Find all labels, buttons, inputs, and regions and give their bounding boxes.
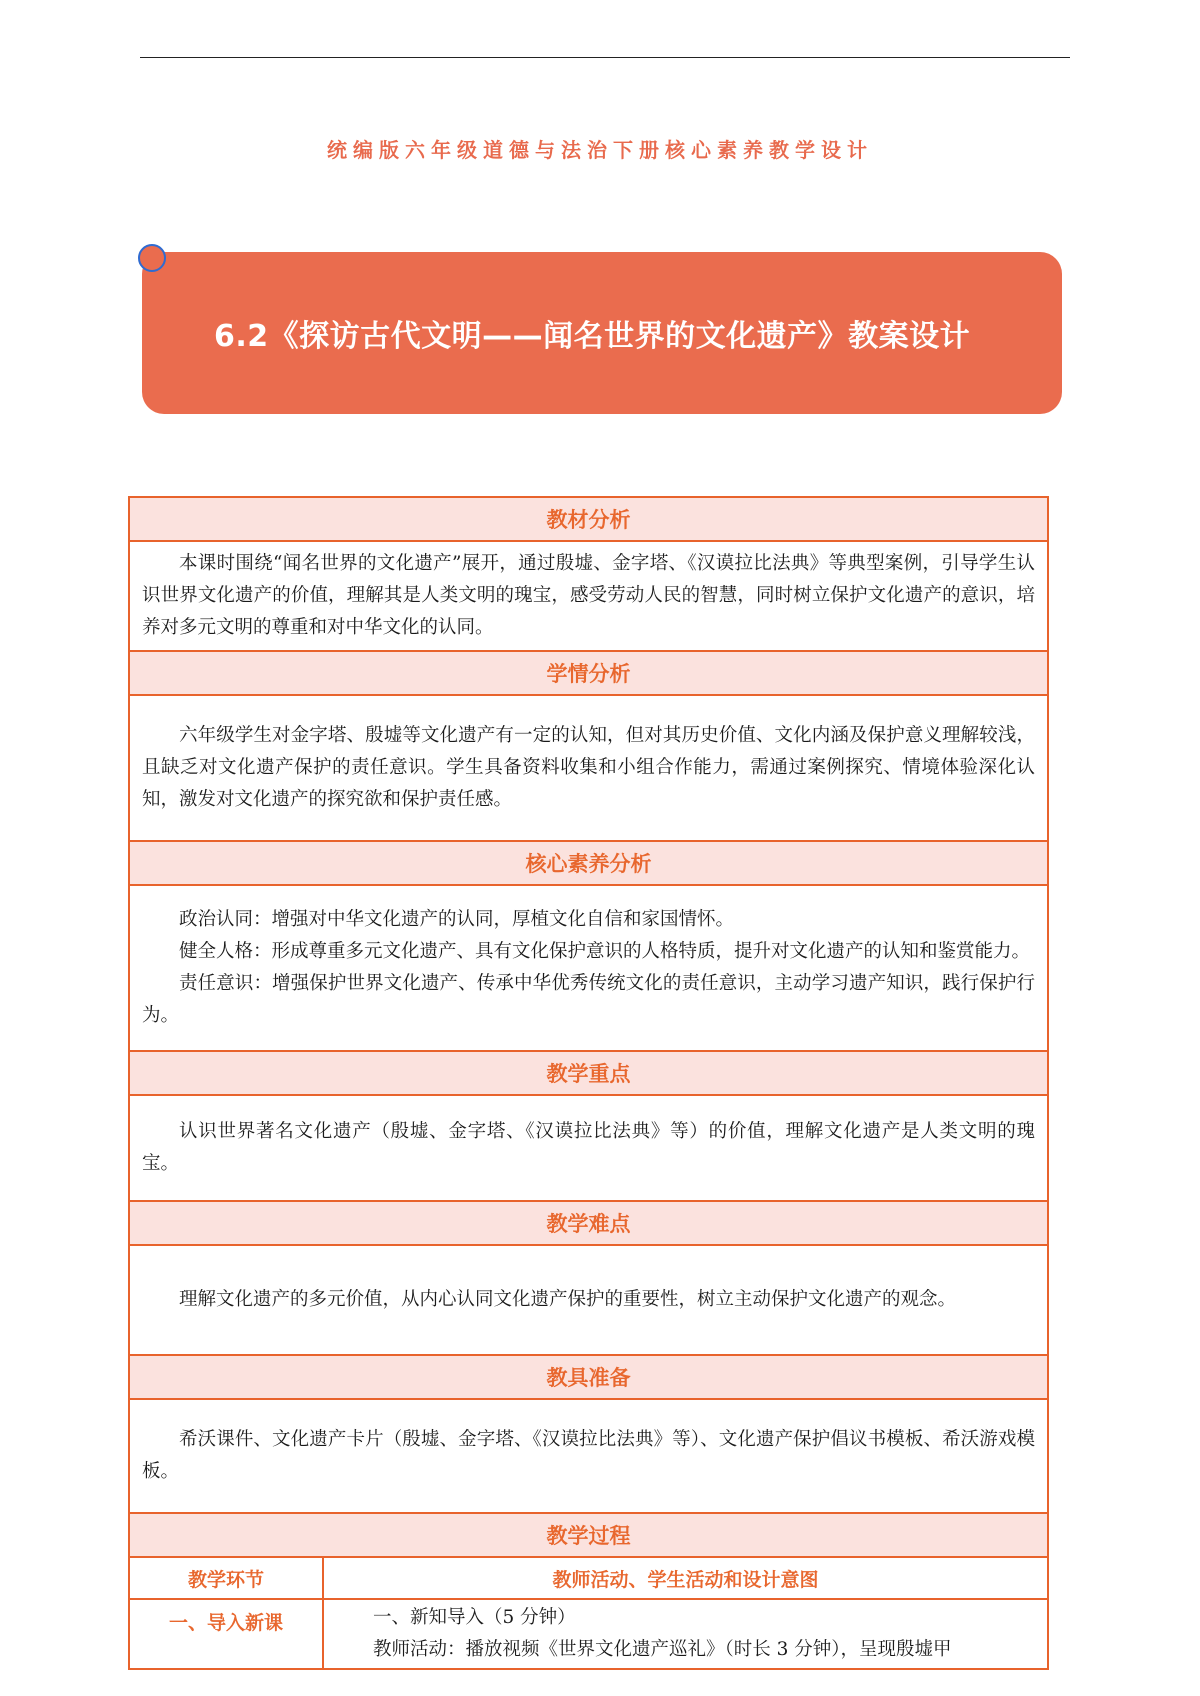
paragraph: 健全人格：形成尊重多元文化遗产、具有文化保护意识的人格特质，提升对文化遗产的认知和鉴赏能力。 — [179, 941, 1031, 962]
paragraph: 认识世界著名文化遗产（殷墟、金字塔、《汉谟拉比法典》等）的价值，理解文化遗产是人类文明的瑰宝。 — [142, 1121, 1035, 1174]
column-header-activity: 教师活动、学生活动和设计意图 — [323, 1557, 1048, 1599]
paragraph: 政治认同：增强对中华文化遗产的认同，厚植文化自信和家国情怀。 — [179, 909, 735, 930]
section-body-learners — [129, 695, 1048, 841]
activity-line: 一、新知导入（5 分钟） — [373, 1607, 576, 1628]
section-heading-process: 教学过程 — [129, 1513, 1048, 1557]
paragraph: 六年级学生对金字塔、殷墟等文化遗产有一定的认知，但对其历史价值、文化内涵及保护意义理解较浅，且缺乏对文化遗产保护的责任意识。学生具备资料收集和小组合作能力，需通过案例探究、情境体验深化认知，激发对文化遗产的探究欲和保护责任感。 — [142, 725, 1035, 810]
stage-cell: 一、导入新课 — [129, 1599, 323, 1669]
section-heading-key-points: 教学重点 — [129, 1051, 1048, 1095]
title-banner — [142, 252, 1062, 414]
section-body-materials-prep — [129, 1399, 1048, 1513]
paragraph: 责任意识：增强保护世界文化遗产、传承中华优秀传统文化的责任意识，主动学习遗产知识，践行保护行为。 — [142, 973, 1035, 1026]
series-title: 统编版六年级道德与法治下册核心素养教学设计 — [327, 138, 873, 162]
paragraph: 本课时围绕“闻名世界的文化遗产”展开，通过殷墟、金字塔、《汉谟拉比法典》等典型案例，引导学生认识世界文化遗产的价值，理解其是人类文明的瑰宝，感受劳动人民的智慧，同时树立保护文化遗产的意识，培养对多元文明的尊重和对中华文化的认同。 — [142, 553, 1035, 638]
section-body-difficulties — [129, 1245, 1048, 1355]
table-row — [129, 1599, 1048, 1669]
section-heading-difficulties: 教学难点 — [129, 1201, 1048, 1245]
section-body-key-points — [129, 1095, 1048, 1201]
lesson-plan-table — [128, 496, 1049, 1670]
header-rule — [140, 57, 1070, 58]
column-header-stage: 教学环节 — [129, 1557, 323, 1599]
section-body-competency — [129, 885, 1048, 1051]
section-heading-competency: 核心素养分析 — [129, 841, 1048, 885]
section-heading-materials-prep: 教具准备 — [129, 1355, 1048, 1399]
paragraph: 理解文化遗产的多元价值，从内心认同文化遗产保护的重要性，树立主动保护文化遗产的观念。 — [179, 1289, 957, 1310]
section-heading-learners: 学情分析 — [129, 651, 1048, 695]
activity-line: 教师活动：播放视频《世界文化遗产巡礼》（时长 3 分钟），呈现殷墟甲 — [373, 1639, 952, 1660]
section-heading-material: 教材分析 — [129, 497, 1048, 541]
banner-dot-ornament — [138, 244, 166, 272]
lesson-title: 6.2《探访古代文明——闻名世界的文化遗产》教案设计 — [214, 319, 971, 354]
section-body-material — [129, 541, 1048, 651]
paragraph: 希沃课件、文化遗产卡片（殷墟、金字塔、《汉谟拉比法典》等）、文化遗产保护倡议书模板、希沃游戏模板。 — [142, 1429, 1035, 1482]
activity-cell — [323, 1599, 1048, 1669]
